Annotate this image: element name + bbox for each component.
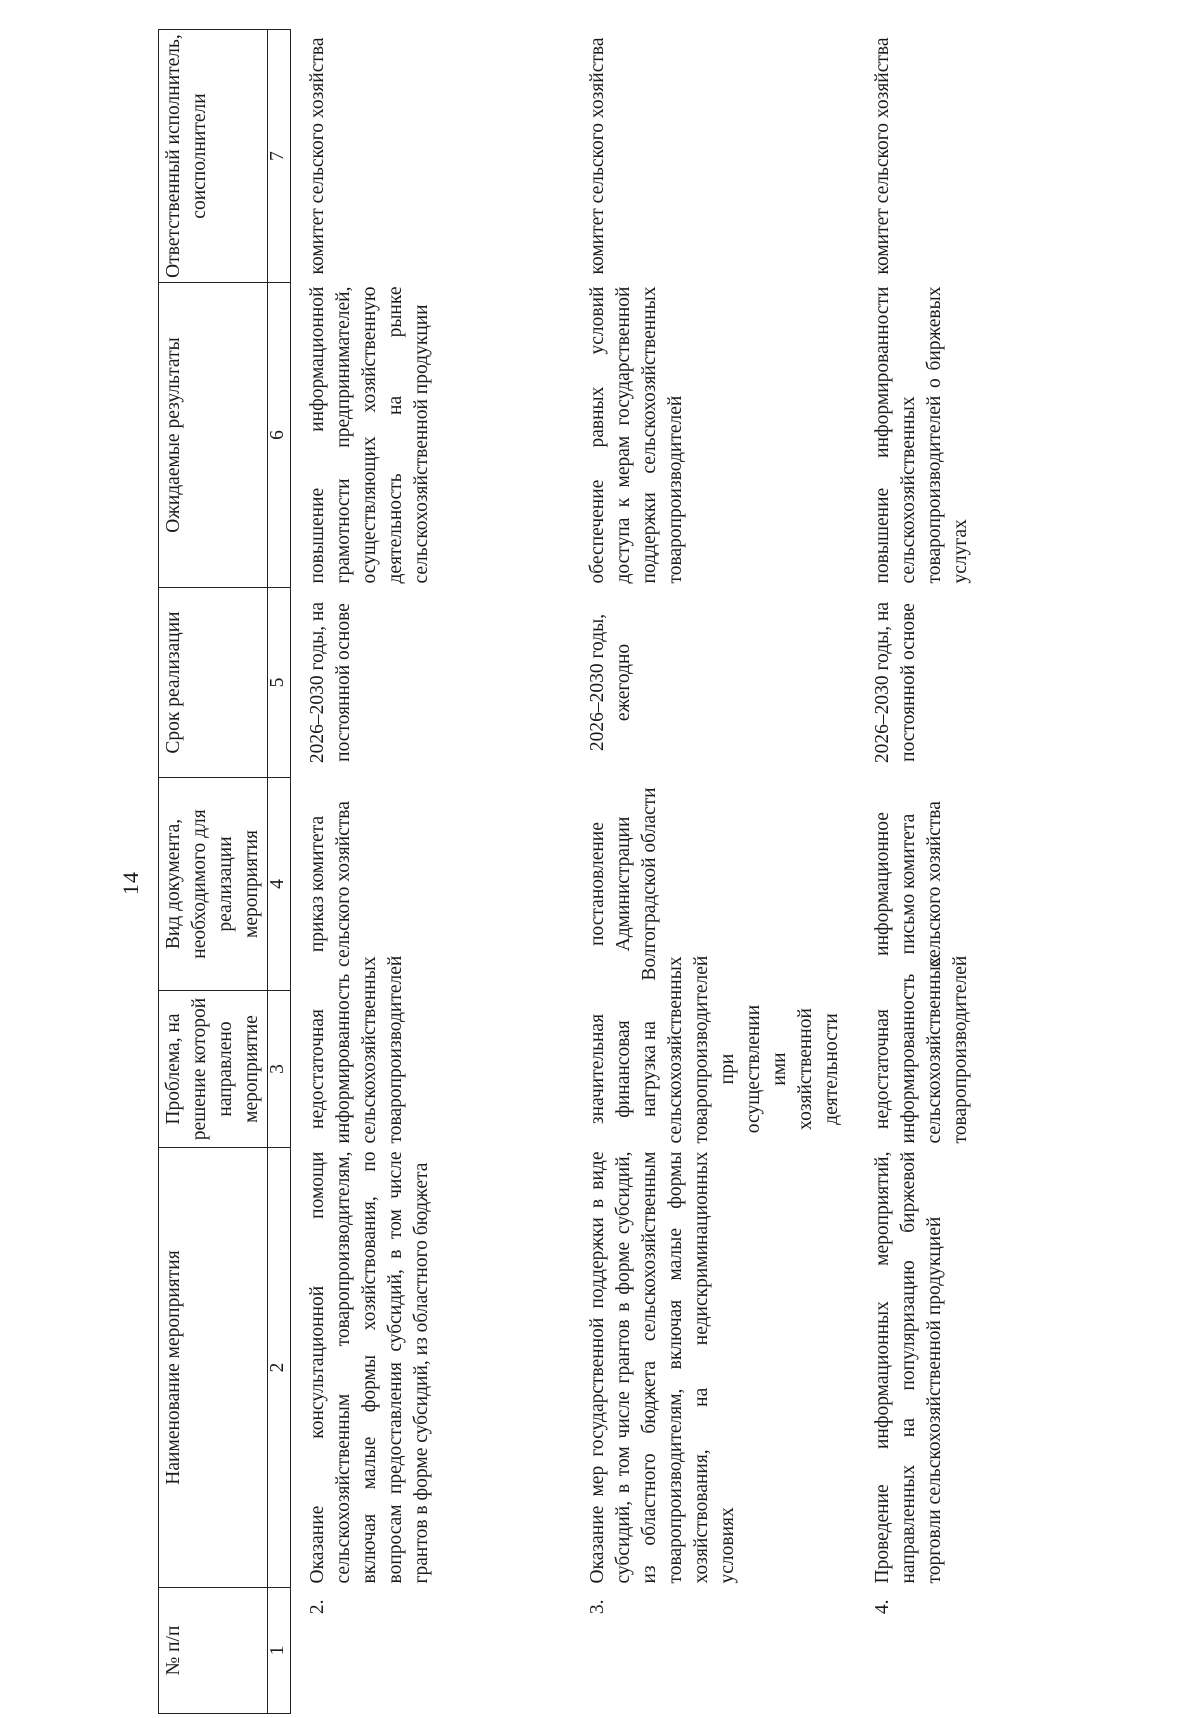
measures-table — [158, 29, 974, 1714]
result-cell: повышение информированности сельскохозяйственных товаропроизводителей о биржевых услугах — [871, 286, 971, 584]
row-number: 3. — [586, 1599, 608, 1615]
column-number: 7 — [268, 30, 291, 283]
header-problem: Проблема, на решение которой направлено мероприятие — [159, 991, 268, 1148]
row-number: 4. — [871, 1599, 893, 1615]
column-number-row — [268, 30, 291, 1714]
responsible-cell: комитет сельского хозяйства — [586, 37, 608, 275]
header-period: Срок реализации — [159, 588, 268, 778]
row-number: 2. — [307, 1599, 328, 1615]
document-cell: приказ комитета сельского хозяйства — [307, 801, 354, 967]
responsible-cell: комитет сельского хозяйства — [307, 37, 328, 275]
period-cell: 2026–2030 годы, на постоянной основе — [871, 601, 919, 764]
problem-cell: недостаточная информированность сельскохозяйственных товаропроизводителей — [307, 955, 406, 1144]
problem-cell: недостаточная информированность сельскохозяйственных товаропроизводителей — [871, 955, 971, 1144]
column-number: 5 — [268, 588, 291, 778]
column-number: 1 — [268, 1588, 291, 1714]
measure-name: Оказание мер государственной поддержки в виде субсидий, в том числе грантов в форме субсидий, из областного бюджета сельскохозяйственным товаропроизводителям, включая малые формы хозяйствования, на недискриминационных условиях — [586, 1151, 738, 1584]
table-row — [571, 30, 856, 1714]
header-number: № п/п — [159, 1588, 268, 1714]
measure-name: Проведение информационных мероприятий, направленных на популяризацию биржевой торговли сельскохозяйственной продукцией — [871, 1151, 945, 1584]
result-cell: повышение информационной грамотности предпринимателей, осуществляющих хозяйственную деятельность на рынке сельскохозяйственной продукции — [307, 286, 432, 584]
header-result: Ожидаемые результаты — [159, 283, 268, 588]
table-row — [856, 30, 974, 1714]
result-cell: обеспечение равных условий доступа к мерам государственной поддержки сельскохозяйственных товаропроизводителей — [586, 286, 686, 584]
table-row — [291, 30, 571, 1714]
document-cell: постановление Администрации Волгоградской области — [586, 787, 660, 981]
responsible-cell: комитет сельского хозяйства — [871, 37, 893, 275]
header-name: Наименование мероприятия — [159, 1148, 268, 1588]
page-number: 14 — [118, 871, 143, 895]
header-row — [159, 30, 268, 1714]
column-number: 2 — [268, 1148, 291, 1588]
table-header — [159, 30, 291, 1714]
header-responsible: Ответственный исполнитель, соисполнители — [159, 30, 268, 283]
measure-name: Оказание консультационной помощи сельскохозяйственным товаропроизводителям, включая малые формы хозяйствования, по вопросам предоставления субсидий, в том числе грантов в форме субсидий, из областного бюджета — [307, 1151, 432, 1584]
period-cell: 2026–2030 годы, на постоянной основе — [307, 601, 354, 764]
header-document: Вид документа, необходимого для реализации мероприятия — [159, 778, 268, 991]
column-number: 4 — [268, 778, 291, 991]
period-cell: 2026–2030 годы, ежегодно — [586, 613, 634, 752]
column-number: 3 — [268, 991, 291, 1148]
column-number: 6 — [268, 283, 291, 588]
problem-cell: значительная финансовая нагрузка на сельскохозяйственных товаропроизводителей при осуществлении ими хозяйственной деятельности — [586, 955, 842, 1144]
document-cell: информационное письмо комитета сельского хозяйства — [871, 801, 945, 967]
